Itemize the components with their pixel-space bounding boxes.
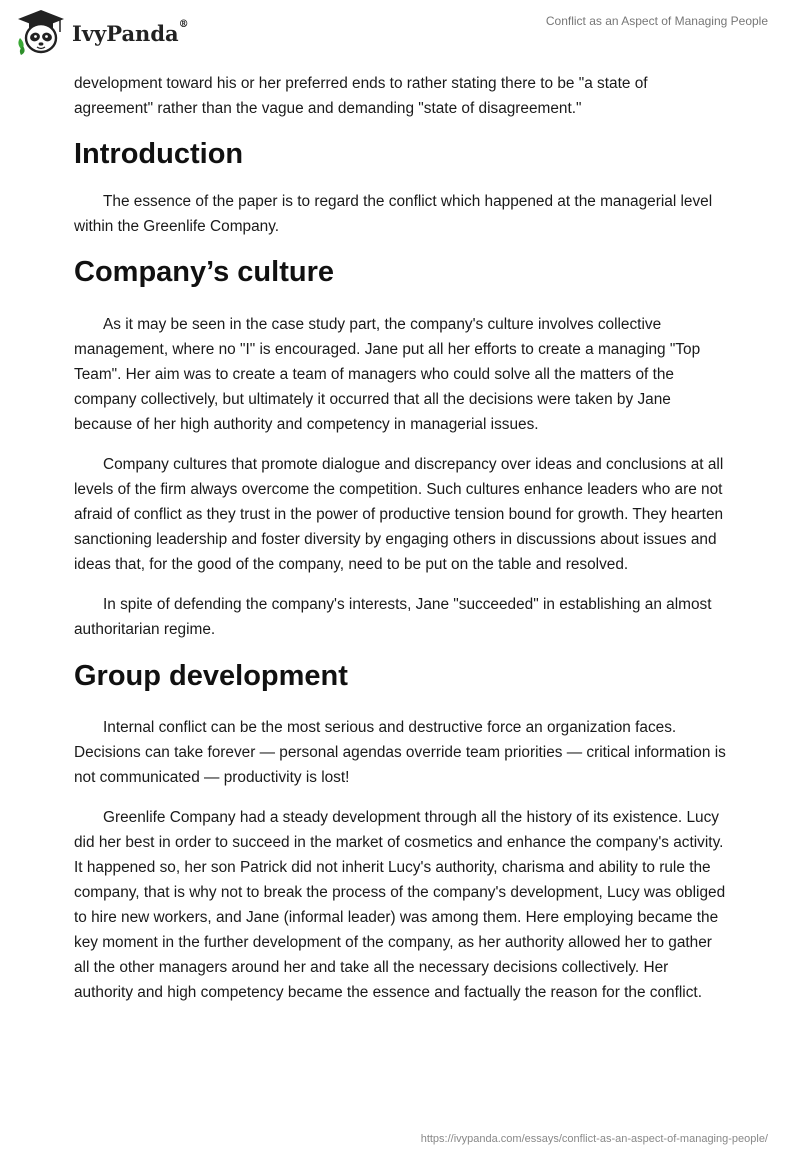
paragraph: As it may be seen in the case study part, the company's culture involves collective management, where no "I" is encouraged. Jane put all her efforts to create a managing "Top Team". Her aim was to create a team of managers who could solve all the matters of the company collectively, but ultimately it occurred that all the decisions were taken by Jane because of her high authority and competency in managerial issues.	[74, 316, 701, 433]
panda-logo-icon	[14, 8, 68, 56]
essay-content	[74, 71, 726, 1020]
paragraph: The essence of the paper is to regard the conflict which happened at the managerial level within the Greenlife Company.	[74, 193, 713, 235]
registered-mark: ®	[178, 18, 189, 30]
paragraph: Company cultures that promote dialogue and discrepancy over ideas and conclusions at all levels of the firm always overcome the competition. Such cultures enhance leaders who are not afraid of conflict as they trust in the power of productive tension bound for growth. They hearten sanctioning leadership and foster diversity by engaging others in discussions about issues and ideas that, for the good of the company, need to be put on the table and resolved.	[74, 456, 724, 573]
brand-name: IvyPanda®	[72, 18, 189, 46]
ivypanda-logo[interactable]	[14, 8, 189, 56]
source-url-link[interactable]: https://ivypanda.com/essays/conflict-as-an-aspect-of-managing-people/	[420, 1133, 768, 1145]
page-header	[0, 0, 800, 70]
heading-introduction: Introduction	[74, 138, 244, 170]
document-title: Conflict as an Aspect of Managing People	[545, 14, 768, 28]
paragraph-continued: development toward his or her preferred ends to rather stating there to be "a state of agreement" rather than the vague and demanding "state of disagreement."	[74, 75, 648, 117]
paragraph: Internal conflict can be the most serious and destructive force an organization faces. Decisions can take forever — personal agendas override team priorities — critical information is not communicated — productivity is lost!	[74, 719, 726, 786]
heading-group-development: Group development	[74, 660, 348, 692]
paragraph: Greenlife Company had a steady development through all the history of its existence. Lucy did her best in order to succeed in the market of cosmetics and enhance the company's activity. It happened so, her son Patrick did not inherit Lucy's authority, charisma and ability to rule the company, that is why not to break the process of the company's development, Lucy was obliged to hire new workers, and Jane (informal leader) was among them. Here employing became the key moment in the further development of the company, as her authority allowed her to gather all the other managers around her and take all the necessary decisions collectively. Her authority and high competency became the essence and factually the reason for the conflict.	[74, 809, 726, 1001]
paragraph: In spite of defending the company's interests, Jane "succeeded" in establishing an almost authoritarian regime.	[74, 596, 712, 638]
heading-company-culture: Company’s culture	[74, 256, 334, 288]
